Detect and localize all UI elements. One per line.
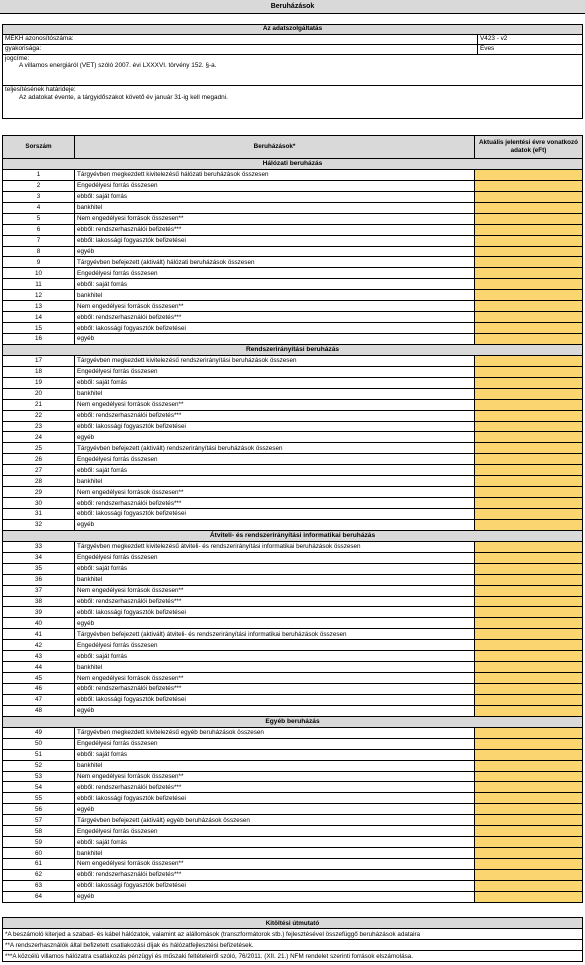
value-input-cell[interactable]	[475, 694, 583, 705]
row-description: Tárgyévben befejezett (aktivált) hálózati beruházások összesen	[75, 257, 475, 268]
row-description: Nem engedélyesi források összesen**	[75, 585, 475, 596]
value-input-cell[interactable]	[475, 268, 583, 279]
row-number: 30	[3, 498, 75, 509]
row-number: 12	[3, 290, 75, 301]
row-number: 34	[3, 552, 75, 563]
value-input-cell[interactable]	[475, 355, 583, 366]
table-row	[3, 607, 583, 618]
row-description: ebből: rendszerhasználói befizetés***	[75, 312, 475, 323]
row-number: 31	[3, 509, 75, 520]
row-description: Engedélyesi forrás összesen	[75, 826, 475, 837]
row-number: 52	[3, 760, 75, 771]
row-description: ebből: saját forrás	[75, 837, 475, 848]
row-description: Nem engedélyesi források összesen**	[75, 487, 475, 498]
row-description: ebből: saját forrás	[75, 651, 475, 662]
deadline-cell	[3, 86, 583, 119]
table-row	[3, 574, 583, 585]
row-description: Tárgyévben befejezett (aktivált) egyéb beruházások összesen	[75, 815, 475, 826]
table-row	[3, 377, 583, 388]
row-description: Engedélyesi forrás összesen	[75, 268, 475, 279]
table-row	[3, 454, 583, 465]
row-description: ebből: rendszerhasználói befizetés***	[75, 410, 475, 421]
row-description: ebből: lakossági fogyasztók befizetései	[75, 793, 475, 804]
footer-table	[2, 917, 583, 962]
value-input-cell[interactable]	[475, 246, 583, 257]
row-description: egyéb	[75, 705, 475, 716]
row-description: Tárgyévben megkezdett kivitelezésű átviteli- és rendszerirányítási informatikai beruházások összesen	[75, 541, 475, 552]
table-row	[3, 169, 583, 180]
table-row	[3, 782, 583, 793]
table-row	[3, 837, 583, 848]
table-row	[3, 629, 583, 640]
row-number: 61	[3, 859, 75, 870]
table-row	[3, 771, 583, 782]
value-input-cell[interactable]	[475, 574, 583, 585]
table-row	[3, 519, 583, 530]
table-row	[3, 727, 583, 738]
value-input-cell[interactable]	[475, 815, 583, 826]
table-row	[3, 694, 583, 705]
row-number: 22	[3, 410, 75, 421]
row-description: ebből: rendszerhasználói befizetés***	[75, 498, 475, 509]
row-number: 44	[3, 662, 75, 673]
value-input-cell[interactable]	[475, 705, 583, 716]
table-row	[3, 552, 583, 563]
row-number: 25	[3, 443, 75, 454]
table-row	[3, 355, 583, 366]
table-row	[3, 684, 583, 695]
row-description: ebből: lakossági fogyasztók befizetései	[75, 323, 475, 334]
section-title: Hálózati beruházás	[3, 159, 583, 170]
table-row	[3, 432, 583, 443]
row-description: Tárgyévben megkezdett kivitelezésű hálózati beruházások összesen	[75, 169, 475, 180]
value-input-cell[interactable]	[475, 738, 583, 749]
row-number: 14	[3, 312, 75, 323]
row-number: 11	[3, 279, 75, 290]
table-row	[3, 651, 583, 662]
value-input-cell[interactable]	[475, 180, 583, 191]
row-description: Nem engedélyesi források összesen**	[75, 301, 475, 312]
value-input-cell[interactable]	[475, 487, 583, 498]
value-input-cell[interactable]	[475, 848, 583, 859]
row-description: ebből: rendszerhasználói befizetés***	[75, 684, 475, 695]
row-number: 1	[3, 169, 75, 180]
row-number: 29	[3, 487, 75, 498]
value-input-cell[interactable]	[475, 465, 583, 476]
value-input-cell[interactable]	[475, 421, 583, 432]
deadline-label: teljesítésének határideje:	[5, 86, 76, 93]
row-number: 19	[3, 377, 75, 388]
table-row	[3, 804, 583, 815]
row-description: Engedélyesi forrás összesen	[75, 366, 475, 377]
value-input-cell[interactable]	[475, 607, 583, 618]
value-input-cell[interactable]	[475, 191, 583, 202]
row-number: 27	[3, 465, 75, 476]
row-description: bankhitel	[75, 476, 475, 487]
row-description: Nem engedélyesi források összesen**	[75, 399, 475, 410]
row-number: 62	[3, 869, 75, 880]
row-description: bankhitel	[75, 202, 475, 213]
value-input-cell[interactable]	[475, 235, 583, 246]
row-number: 4	[3, 202, 75, 213]
value-input-cell[interactable]	[475, 804, 583, 815]
value-input-cell[interactable]	[475, 662, 583, 673]
row-number: 28	[3, 476, 75, 487]
table-row	[3, 541, 583, 552]
row-number: 57	[3, 815, 75, 826]
row-description: ebből: lakossági fogyasztók befizetései	[75, 235, 475, 246]
row-description: bankhitel	[75, 848, 475, 859]
row-number: 59	[3, 837, 75, 848]
row-description: Tárgyévben megkezdett kivitelezésű egyéb beruházások összesen	[75, 727, 475, 738]
value-input-cell[interactable]	[475, 880, 583, 891]
table-row	[3, 257, 583, 268]
row-number: 6	[3, 224, 75, 235]
value-input-cell[interactable]	[475, 760, 583, 771]
value-input-cell[interactable]	[475, 869, 583, 880]
table-row	[3, 224, 583, 235]
table-row	[3, 585, 583, 596]
row-number: 54	[3, 782, 75, 793]
row-number: 26	[3, 454, 75, 465]
row-number: 16	[3, 334, 75, 345]
row-description: egyéb	[75, 246, 475, 257]
row-description: ebből: lakossági fogyasztók befizetései	[75, 607, 475, 618]
row-description: Engedélyesi forrás összesen	[75, 738, 475, 749]
row-description: ebből: rendszerhasználói befizetés***	[75, 224, 475, 235]
row-number: 47	[3, 694, 75, 705]
section-header-row	[3, 159, 583, 170]
row-description: ebből: saját forrás	[75, 377, 475, 388]
table-row	[3, 410, 583, 421]
table-row	[3, 180, 583, 191]
row-description: ebből: lakossági fogyasztók befizetései	[75, 421, 475, 432]
footer-note-3: ***A közcélú villamos hálózatra csatlakozás pénzügyi és műszaki feltételeiről szóló, 76/2011. (XII. 21.) NFM rendelet szerinti források elszámolása.	[3, 951, 583, 962]
row-description: bankhitel	[75, 574, 475, 585]
table-row	[3, 618, 583, 629]
table-row	[3, 749, 583, 760]
row-number: 63	[3, 880, 75, 891]
row-number: 38	[3, 596, 75, 607]
row-description: ebből: saját forrás	[75, 191, 475, 202]
section-title: Rendszerirányítási beruházás	[3, 344, 583, 355]
col-header-value: Aktuális jelentési évre vonatkozó adatok (eFt)	[475, 136, 583, 159]
row-description: bankhitel	[75, 760, 475, 771]
row-number: 33	[3, 541, 75, 552]
row-number: 45	[3, 673, 75, 684]
row-description: egyéb	[75, 334, 475, 345]
row-description: Tárgyévben megkezdett kivitelezésű rendszerirányítási beruházások összesen	[75, 355, 475, 366]
table-row	[3, 279, 583, 290]
value-input-cell[interactable]	[475, 782, 583, 793]
value-input-cell[interactable]	[475, 410, 583, 421]
row-number: 36	[3, 574, 75, 585]
row-description: ebből: saját forrás	[75, 749, 475, 760]
table-row	[3, 213, 583, 224]
row-number: 51	[3, 749, 75, 760]
value-input-cell[interactable]	[475, 563, 583, 574]
row-number: 64	[3, 891, 75, 902]
value-input-cell[interactable]	[475, 213, 583, 224]
table-row	[3, 705, 583, 716]
section-header-row	[3, 716, 583, 727]
row-description: egyéb	[75, 519, 475, 530]
row-description: ebből: rendszerhasználói befizetés***	[75, 782, 475, 793]
value-input-cell[interactable]	[475, 640, 583, 651]
row-number: 41	[3, 629, 75, 640]
value-input-cell[interactable]	[475, 585, 583, 596]
row-number: 40	[3, 618, 75, 629]
table-row	[3, 290, 583, 301]
row-description: ebből: lakossági fogyasztók befizetései	[75, 509, 475, 520]
table-row	[3, 235, 583, 246]
value-input-cell[interactable]	[475, 224, 583, 235]
row-number: 55	[3, 793, 75, 804]
section-header-row	[3, 530, 583, 541]
legal-label: jogcíme:	[5, 55, 30, 62]
value-input-cell[interactable]	[475, 334, 583, 345]
table-row	[3, 869, 583, 880]
value-input-cell[interactable]	[475, 279, 583, 290]
value-input-cell[interactable]	[475, 793, 583, 804]
table-row	[3, 826, 583, 837]
col-header-num: Sorszám	[3, 136, 75, 159]
col-header-desc: Beruházások*	[75, 136, 475, 159]
table-row	[3, 476, 583, 487]
row-number: 24	[3, 432, 75, 443]
row-description: bankhitel	[75, 290, 475, 301]
table-row	[3, 880, 583, 891]
value-input-cell[interactable]	[475, 509, 583, 520]
row-number: 49	[3, 727, 75, 738]
value-input-cell[interactable]	[475, 651, 583, 662]
row-description: Nem engedélyesi források összesen**	[75, 213, 475, 224]
value-input-cell[interactable]	[475, 552, 583, 563]
value-input-cell[interactable]	[475, 749, 583, 760]
footer-note-2: **A rendszerhasználók által befizetett csatlakozási díjak és hálózatfejlesztési befizetések.	[3, 940, 583, 951]
page-title: Beruházások	[0, 0, 585, 14]
value-input-cell[interactable]	[475, 301, 583, 312]
row-description: ebből: saját forrás	[75, 563, 475, 574]
value-input-cell[interactable]	[475, 727, 583, 738]
table-row	[3, 443, 583, 454]
row-number: 35	[3, 563, 75, 574]
deadline-value: Az adatokat évente, a tárgyidőszakot követő év január 31-ig kell megadni.	[19, 94, 228, 101]
row-number: 56	[3, 804, 75, 815]
value-input-cell[interactable]	[475, 169, 583, 180]
table-row	[3, 859, 583, 870]
table-row	[3, 268, 583, 279]
table-row	[3, 738, 583, 749]
row-number: 50	[3, 738, 75, 749]
row-description: egyéb	[75, 891, 475, 902]
row-number: 15	[3, 323, 75, 334]
row-number: 32	[3, 519, 75, 530]
value-input-cell[interactable]	[475, 202, 583, 213]
row-number: 9	[3, 257, 75, 268]
table-row	[3, 673, 583, 684]
table-row	[3, 596, 583, 607]
row-number: 2	[3, 180, 75, 191]
value-input-cell[interactable]	[475, 388, 583, 399]
value-input-cell[interactable]	[475, 859, 583, 870]
row-number: 18	[3, 366, 75, 377]
row-description: ebből: lakossági fogyasztók befizetései	[75, 880, 475, 891]
table-row	[3, 498, 583, 509]
table-row	[3, 246, 583, 257]
footer-heading: Kitöltési útmutató	[3, 918, 583, 929]
freq-label: gyakorisága:	[3, 45, 478, 55]
row-description: Nem engedélyesi források összesen**	[75, 859, 475, 870]
row-number: 43	[3, 651, 75, 662]
row-description: ebből: rendszerhasználói befizetés***	[75, 596, 475, 607]
table-row	[3, 760, 583, 771]
row-description: Engedélyesi forrás összesen	[75, 180, 475, 191]
row-description: Tárgyévben befejezett (aktivált) rendszerirányítási beruházások összesen	[75, 443, 475, 454]
row-number: 37	[3, 585, 75, 596]
value-input-cell[interactable]	[475, 257, 583, 268]
section-title: Átviteli- és rendszerirányítási informatikai beruházás	[3, 530, 583, 541]
row-number: 7	[3, 235, 75, 246]
table-row	[3, 312, 583, 323]
value-input-cell[interactable]	[475, 498, 583, 509]
row-number: 39	[3, 607, 75, 618]
row-number: 3	[3, 191, 75, 202]
table-row	[3, 891, 583, 902]
row-description: ebből: lakossági fogyasztók befizetései	[75, 694, 475, 705]
table-row	[3, 848, 583, 859]
row-number: 20	[3, 388, 75, 399]
legal-value: A villamos energiáról (VET) szóló 2007. évi LXXXVI. törvény 152. §-a.	[19, 62, 217, 69]
footer-note-1: *A beszámoló kiterjed a szabad- és kábel hálózatok, valamint az alállomások (transzformátorok stb.) fejlesztésével összefüggő beruházások adataira	[3, 929, 583, 940]
value-input-cell[interactable]	[475, 399, 583, 410]
row-number: 23	[3, 421, 75, 432]
row-description: Tárgyévben befejezett (aktivált) átviteli- és rendszerirányítási informatikai beruházások összesen	[75, 629, 475, 640]
row-number: 42	[3, 640, 75, 651]
table-row	[3, 421, 583, 432]
mekh-value: V423 - v2	[478, 35, 583, 45]
value-input-cell[interactable]	[475, 366, 583, 377]
row-description: Engedélyesi forrás összesen	[75, 552, 475, 563]
investments-table	[2, 135, 583, 903]
value-input-cell[interactable]	[475, 596, 583, 607]
table-row	[3, 563, 583, 574]
row-description: ebből: rendszerhasználói befizetés***	[75, 869, 475, 880]
value-input-cell[interactable]	[475, 771, 583, 782]
row-number: 17	[3, 355, 75, 366]
table-row	[3, 640, 583, 651]
table-row	[3, 509, 583, 520]
row-number: 8	[3, 246, 75, 257]
section-header-row	[3, 344, 583, 355]
row-number: 60	[3, 848, 75, 859]
table-body	[3, 159, 583, 903]
row-number: 46	[3, 684, 75, 695]
table-row	[3, 191, 583, 202]
row-description: ebből: saját forrás	[75, 279, 475, 290]
table-row	[3, 399, 583, 410]
row-description: Nem engedélyesi források összesen**	[75, 771, 475, 782]
value-input-cell[interactable]	[475, 377, 583, 388]
row-number: 13	[3, 301, 75, 312]
value-input-cell[interactable]	[475, 476, 583, 487]
row-description: ebből: saját forrás	[75, 465, 475, 476]
value-input-cell[interactable]	[475, 432, 583, 443]
table-row	[3, 388, 583, 399]
table-row	[3, 334, 583, 345]
value-input-cell[interactable]	[475, 443, 583, 454]
value-input-cell[interactable]	[475, 837, 583, 848]
row-number: 10	[3, 268, 75, 279]
value-input-cell[interactable]	[475, 290, 583, 301]
row-description: egyéb	[75, 618, 475, 629]
row-number: 21	[3, 399, 75, 410]
row-number: 58	[3, 826, 75, 837]
row-number: 5	[3, 213, 75, 224]
row-description: egyéb	[75, 432, 475, 443]
table-row	[3, 815, 583, 826]
row-number: 48	[3, 705, 75, 716]
table-row	[3, 323, 583, 334]
value-input-cell[interactable]	[475, 891, 583, 902]
row-description: bankhitel	[75, 662, 475, 673]
table-row	[3, 662, 583, 673]
value-input-cell[interactable]	[475, 454, 583, 465]
value-input-cell[interactable]	[475, 541, 583, 552]
section-title: Egyéb beruházás	[3, 716, 583, 727]
info-heading: Az adatszolgáltatás	[3, 25, 583, 35]
value-input-cell[interactable]	[475, 312, 583, 323]
value-input-cell[interactable]	[475, 629, 583, 640]
row-description: Nem engedélyesi források összesen**	[75, 673, 475, 684]
value-input-cell[interactable]	[475, 519, 583, 530]
mekh-label: MEKH azonosítószáma:	[3, 35, 478, 45]
info-table	[2, 24, 583, 119]
value-input-cell[interactable]	[475, 684, 583, 695]
row-description: Engedélyesi forrás összesen	[75, 640, 475, 651]
table-row	[3, 366, 583, 377]
row-number: 53	[3, 771, 75, 782]
table-row	[3, 465, 583, 476]
value-input-cell[interactable]	[475, 673, 583, 684]
legal-cell	[3, 55, 583, 86]
row-description: Engedélyesi forrás összesen	[75, 454, 475, 465]
value-input-cell[interactable]	[475, 618, 583, 629]
row-description: egyéb	[75, 804, 475, 815]
table-row	[3, 301, 583, 312]
value-input-cell[interactable]	[475, 323, 583, 334]
freq-value: Éves	[478, 45, 583, 55]
row-description: bankhitel	[75, 388, 475, 399]
table-row	[3, 793, 583, 804]
value-input-cell[interactable]	[475, 826, 583, 837]
table-row	[3, 202, 583, 213]
table-row	[3, 487, 583, 498]
